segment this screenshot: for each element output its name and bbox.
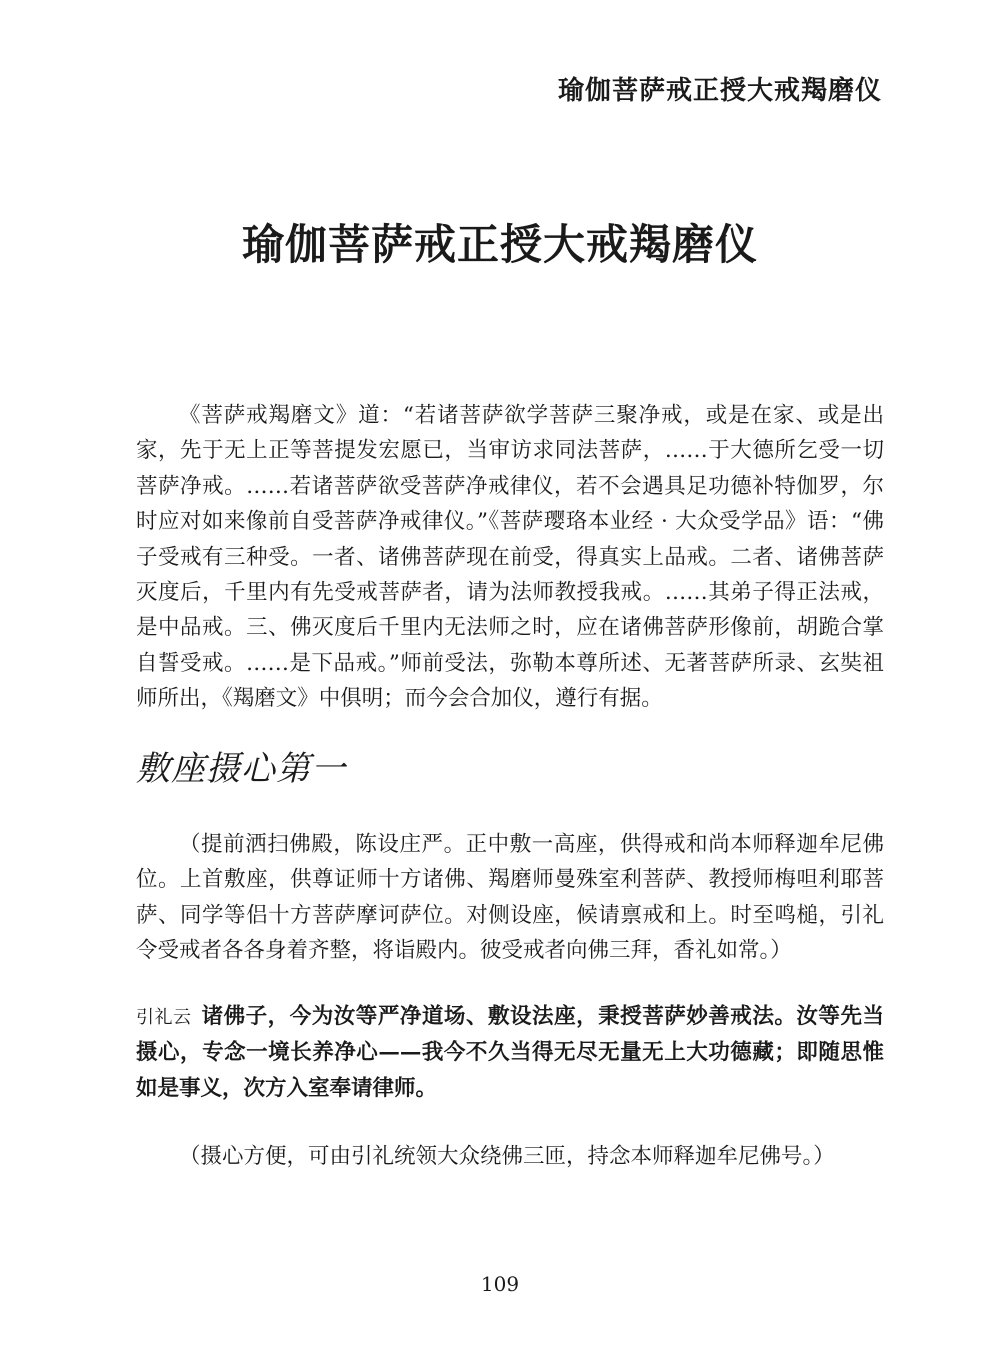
stage-direction: （提前洒扫佛殿，陈设庄严。正中敷一高座，供得戒和尚本师释迦牟尼佛位。上首敷座，供尊证师十方诸佛、羯磨师曼殊室利菩萨、教授师梅呾利耶菩萨、同学等侣十方菩萨摩诃萨位。对侧设座，候请禀戒和上。时至鸣槌，引礼令受戒者各各身着齐整，将诣殿内。彼受戒者向佛三拜，香礼如常。）: [136, 832, 884, 964]
running-header: 瑜伽菩萨戒正授大戒羯磨仪: [557, 76, 882, 106]
intro-paragraph: 《菩萨戒羯磨文》道：“若诸菩萨欲学菩萨三聚净戒，或是在家、或是出家，先于无上正等菩提发宏愿已，当审访求同法菩萨，……于大德所乞受一切菩萨净戒。……若诸菩萨欲受菩萨净戒律仪，若不会遇具足功德补特伽罗，尔时应对如来像前自受菩萨净戒律仪。”《菩萨璎珞本业经 · 大众受学品》语：“佛子受戒有三种受。一者、诸佛菩萨现在前受，得真实上品戒。二者、诸佛菩萨灭度后，千里内有先受戒菩萨者，请为法师教授我戒。……其弟子得正法戒，是中品戒。三、佛灭度后千里内无法师之时，应在诸佛菩萨形像前，胡跪合掌自誓受戒。……是下品戒。”师前受法，弥勒本尊所述、无著菩萨所录、玄奘祖师所出，《羯磨文》中俱明；而今会合加仪，遵行有据。: [136, 403, 884, 712]
page-title: 瑜伽菩萨戒正授大戒羯磨仪: [241, 220, 758, 269]
section-heading: 敷座摄心第一: [136, 749, 346, 789]
speaker-label: 引礼云: [136, 1007, 192, 1028]
stage-direction-2: （摄心方便，可由引礼统领大众绕佛三匝，持念本师释迦牟尼佛号。）: [179, 1144, 835, 1169]
page-number: 109: [480, 1272, 520, 1296]
speech-paragraph: [136, 999, 884, 1106]
speech-text: 诸佛子，今为汝等严净道场、敷设法座，秉授菩萨妙善戒法。汝等先当摄心，专念一境长养净心——我今不久当得无尽无量无上大功德藏；即随思惟如是事义，次方入室奉请律师。: [136, 1004, 884, 1101]
